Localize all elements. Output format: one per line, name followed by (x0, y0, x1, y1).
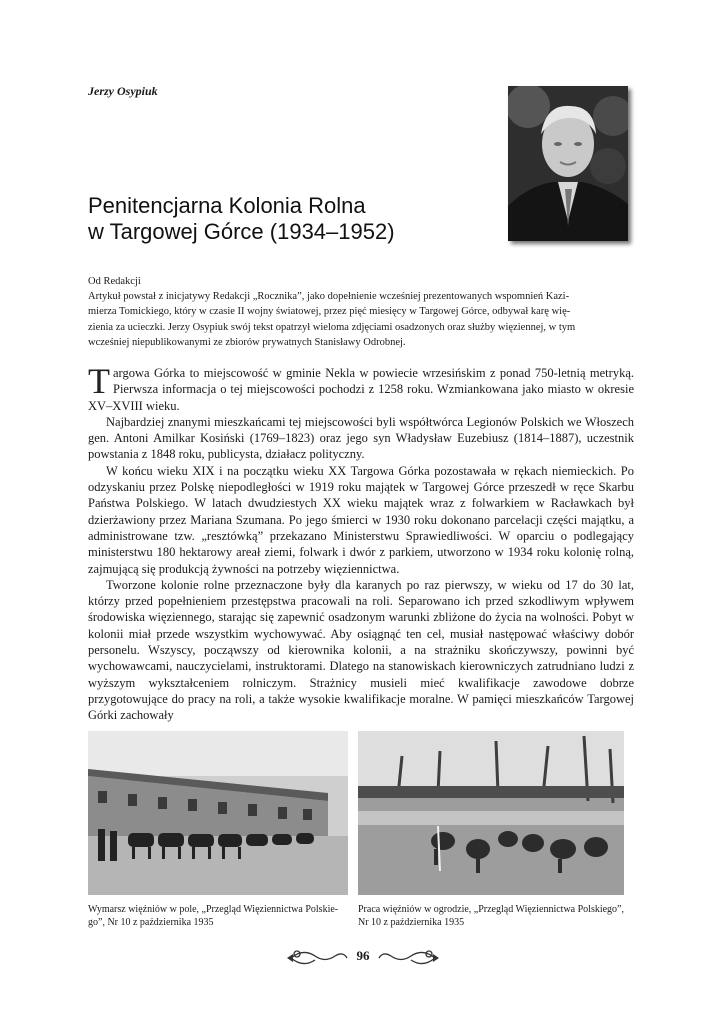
editorial-note-heading: Od Redakcji (88, 276, 141, 287)
paragraph-text: argowa Górka to miejscowość w gminie Nekla w powiecie wrzesińskim z ponad 750-letnią metryką. Pierwsza informacja o tej miejscowości pochodzi z 1258 roku. Wzmiankowana jako miasto w okresie XV–XVIII wieku. (88, 366, 634, 413)
caption-line: Praca więźniów w ogrodzie, „Przegląd Więziennictwa Polskiego”, (358, 904, 624, 915)
author-name: Jerzy Osypiuk (88, 84, 158, 98)
article-body (88, 361, 634, 724)
editorial-note-line: Artykuł powstał z inicjatywy Redakcji „Rocznika”, jako dopełnienie wcześniej prezentowanych wspomnień Kazi- (88, 291, 570, 303)
body-paragraph: Tworzone kolonie rolne przeznaczone były dla karanych po raz pierwszy, w wieku od 17 do 30 lat, którzy przed popełnieniem przestępstwa pracowali na roli. Separowano ich przed szkodliwym wpływem środowiska więziennego, starając się zapewnić osadzonym warunki zbliżone do życia na wolności. Pobyt w kolonii miał przede wszystkim wychowywać. Aby osiągnąć ten cel, musiał następować właściwy dobór personelu. Wszyscy, począwszy od kierownika kolonii, a na strażniku skończywszy, powinni być wychowawcami, nauczycielami, instruktorami. Dlatego na stanowiskach kierowniczych zatrudniano ludzi z wyższym wykształceniem rolniczym. Strażnicy musieli mieć kwalifikacje zawodowe dobrze przygotowujące do pracy na roli, a także wysokie kwalifikacje moralne. W pamięci mieszkańców Targowej Górki zachowały (88, 577, 634, 723)
editorial-note (88, 274, 634, 350)
page-number: 96 (356, 948, 370, 963)
photo-prisoners-march (88, 731, 348, 895)
title-line-2: w Targowej Górce (1934–1952) (88, 219, 395, 244)
photo-prisoners-garden (358, 731, 624, 895)
drop-cap: T (88, 361, 110, 401)
body-paragraph (88, 361, 634, 414)
editorial-note-line: mierza Tomickiego, który w czasie II wojny światowej, przez pięć miesięcy w Targowej Górce, odbywał karę wię- (88, 306, 571, 318)
caption-line: Wymarsz więźniów w pole, „Przegląd Więziennictwa Polskie- (88, 904, 339, 915)
editorial-note-line: zienia za ucieczki. Jerzy Osypiuk swój tekst opatrzył wieloma zdjęciami osadzonych oraz służby więziennej, w tym (88, 321, 576, 333)
article-title (88, 193, 488, 245)
figure-caption (88, 903, 350, 929)
body-paragraph: W końcu wieku XIX i na początku wieku XX Targowa Górka pozostawała w rękach niemieckich. Po odzyskaniu przez Polskę niepodległości w 1919 roku majątek w Targowej Górce przeszedł w ręce Skarbu Państwa Polskiego. W latach dwudziestych XX wieku majątek wraz z folwarkiem w Racławkach był dzierżawiony przez Mariana Szumana. Po jego śmierci w 1930 roku dokonano parcelacji części majątku, a administrowane tzw. „resztówką” przekazano Ministerstwu Sprawiedliwości. W oparciu o podlegający ministerstwu 180 hektarowy areał ziemi, folwark i dwór z parkiem, utworzono w 1934 roku kolonię rolną, zajmującą się produkcją żywności na potrzeby więziennictwa. (88, 463, 634, 576)
title-line-1: Penitencjarna Kolonia Rolna (88, 193, 366, 218)
author-portrait (508, 86, 628, 241)
editorial-note-line: wcześniej niepublikowanymi ze zbiorów prywatnych Stanisławy Odrobnej. (88, 336, 406, 348)
figure-caption (358, 903, 626, 929)
page-footer (283, 943, 443, 973)
caption-line: go”, Nr 10 z października 1935 (88, 917, 214, 928)
body-paragraph: Najbardziej znanymi mieszkańcami tej miejscowości byli współtwórca Legionów Polskich we Włoszech gen. Antoni Amilkar Kosiński (1769–1823) oraz jego syn Władysław Euzebiusz (1814–1887), uczestnik powstania z 1848 roku, publicysta, działacz polityczny. (88, 414, 634, 462)
caption-line: Nr 10 z października 1935 (358, 917, 465, 928)
